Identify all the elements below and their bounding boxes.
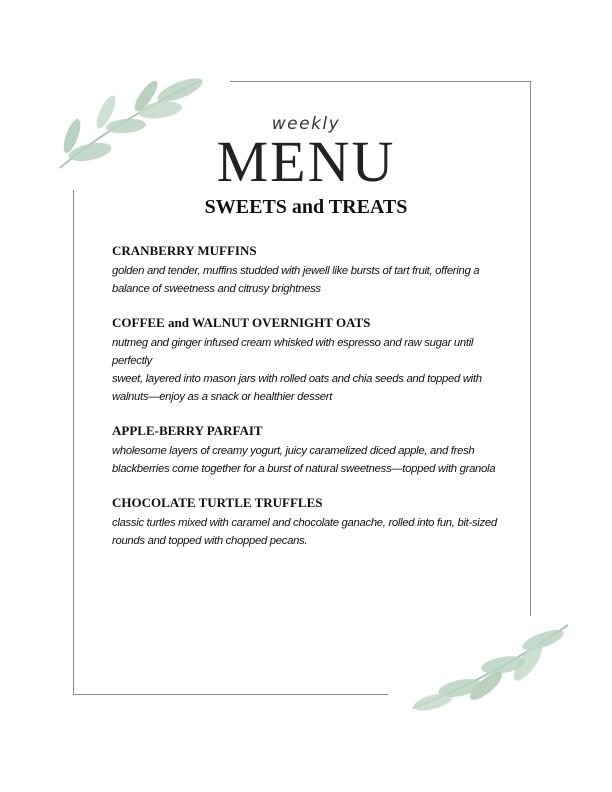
menu-item-name: CHOCOLATE TURTLE TRUFFLES bbox=[112, 495, 323, 510]
menu-item-description bbox=[112, 514, 507, 550]
description-line: balance of sweetness and citrusy brightness bbox=[112, 283, 321, 295]
menu-item-description bbox=[112, 442, 507, 478]
menu-item bbox=[112, 243, 507, 298]
menu-title: MENU bbox=[216, 129, 396, 194]
description-line: nutmeg and ginger infused cream whisked with espresso and raw sugar until perfectly bbox=[112, 337, 474, 367]
frame-top-line bbox=[230, 81, 530, 82]
menu-item bbox=[112, 315, 507, 406]
description-line: classic turtles mixed with caramel and chocolate ganache, rolled into fun, bit-sized bbox=[112, 517, 497, 529]
menu-item-name: APPLE-BERRY PARFAIT bbox=[112, 423, 263, 438]
description-line: wholesome layers of creamy yogurt, juicy caramelized diced apple, and fresh bbox=[112, 445, 475, 457]
frame-bottom-line bbox=[73, 694, 388, 695]
description-line: sweet, layered into mason jars with rolled oats and chia seeds and topped with bbox=[112, 373, 482, 385]
menu-item-name: COFFEE and WALNUT OVERNIGHT OATS bbox=[112, 315, 371, 330]
description-line: walnuts—enjoy as a snack or healthier dessert bbox=[112, 391, 333, 403]
frame-left-line bbox=[73, 190, 74, 695]
menu-item bbox=[112, 423, 507, 478]
menu-kicker: weekly bbox=[271, 114, 341, 134]
leaf-branch-bottom-right-icon bbox=[408, 620, 573, 720]
menu-item-description bbox=[112, 262, 507, 298]
description-line: blackberries come together for a burst of natural sweetness—topped with granola bbox=[112, 463, 496, 475]
description-line: golden and tender, muffins studded with jewell like bursts of tart fruit, offering a bbox=[112, 265, 480, 277]
description-line: rounds and topped with chopped pecans. bbox=[112, 535, 308, 547]
menu-item bbox=[112, 495, 507, 550]
menu-item-name: CRANBERRY MUFFINS bbox=[112, 243, 257, 258]
menu-item-description bbox=[112, 334, 507, 406]
menu-items-list bbox=[112, 243, 507, 567]
menu-subtitle: SWEETS and TREATS bbox=[204, 196, 408, 218]
